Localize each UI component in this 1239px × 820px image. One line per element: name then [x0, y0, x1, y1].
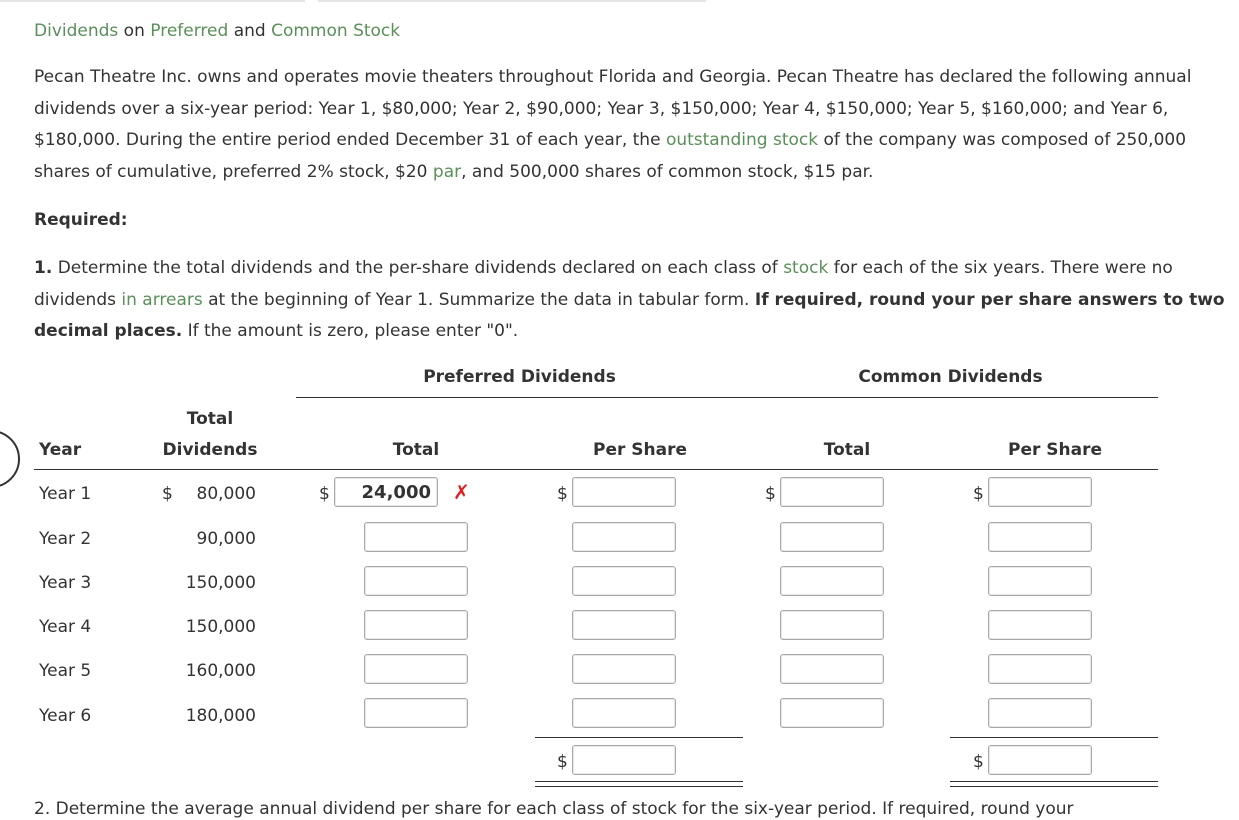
header-common-total: Total: [823, 440, 871, 460]
common-per-share-input-year-1[interactable]: [988, 477, 1092, 507]
row-total-dividends: 80,000: [196, 484, 256, 504]
common-total-input-year-2[interactable]: [780, 522, 884, 552]
preferred-total-input-year-3[interactable]: [364, 566, 468, 596]
intro-text: , and 500,000 shares of common stock, $15 par.: [461, 161, 874, 182]
common-per-share-input-year-5[interactable]: [988, 654, 1092, 684]
preferred-per-share-total-input[interactable]: [572, 745, 676, 775]
header-common-dividends: Common Dividends: [858, 367, 1043, 387]
link-in-arrears[interactable]: in arrears: [121, 289, 203, 310]
preferred-double-rule: [535, 781, 743, 787]
preferred-per-share-input-year-2[interactable]: [572, 522, 676, 552]
row-total-dividends: 150,000: [185, 573, 256, 593]
column-header-rule: [34, 469, 1158, 470]
row-total-dividends: 180,000: [185, 706, 256, 726]
question-number: 1.: [34, 258, 53, 278]
currency-symbol: $: [319, 484, 330, 504]
incorrect-x-icon: ✗: [453, 480, 470, 504]
intro-paragraph: [34, 62, 1234, 188]
common-total-input-year-4[interactable]: [780, 610, 884, 640]
common-sum-rule: [950, 737, 1158, 738]
question-text: for each of the six years. There were no dividends: [34, 258, 1173, 310]
page-title: [34, 19, 400, 43]
currency-symbol: $: [162, 484, 173, 504]
currency-symbol: $: [765, 484, 776, 504]
intro-text: of the company was composed of 250,000 shares of cumulative, preferred 2% stock, $20: [34, 130, 1187, 182]
currency-symbol: $: [973, 752, 984, 772]
preferred-total-input-year-1[interactable]: [334, 477, 438, 507]
row-total-dividends: 90,000: [196, 529, 256, 549]
preferred-per-share-input-year-4[interactable]: [572, 610, 676, 640]
header-preferred-per-share: Per Share: [592, 440, 688, 460]
title-text: and: [228, 21, 272, 41]
question-text: at the beginning of Year 1. Summarize the data in tabular form.: [202, 289, 755, 310]
header-year: Year: [39, 440, 82, 460]
link-dividends[interactable]: Dividends: [34, 21, 119, 41]
header-total-dividends-line2: Dividends: [162, 440, 258, 460]
preferred-total-input-year-5[interactable]: [364, 654, 468, 684]
common-total-input-year-6[interactable]: [780, 698, 884, 728]
rounding-instruction: If required, round your per share answers to two decimal places.: [34, 289, 1225, 341]
row-year: Year 4: [39, 617, 92, 637]
question-2-partial: 2. Determine the average annual dividend per share for each class of stock for the six-year period. If required, round your: [34, 799, 1074, 819]
row-year: Year 6: [39, 706, 92, 726]
currency-symbol: $: [557, 752, 568, 772]
row-year: Year 1: [39, 484, 92, 504]
preferred-total-input-year-6[interactable]: [364, 698, 468, 728]
link-common-stock[interactable]: Common Stock: [271, 21, 401, 41]
common-per-share-input-year-2[interactable]: [988, 522, 1092, 552]
required-label: Required:: [34, 210, 128, 230]
row-year: Year 5: [39, 661, 92, 681]
preferred-sum-rule: [535, 737, 743, 738]
row-total-dividends: 160,000: [185, 661, 256, 681]
common-double-rule: [950, 781, 1158, 787]
common-per-share-input-year-3[interactable]: [988, 566, 1092, 596]
common-total-input-year-3[interactable]: [780, 566, 884, 596]
side-circle-icon: [0, 430, 20, 488]
currency-symbol: $: [557, 484, 568, 504]
common-per-share-input-year-4[interactable]: [988, 610, 1092, 640]
link-stock[interactable]: stock: [783, 258, 829, 278]
link-preferred[interactable]: Preferred: [150, 21, 229, 41]
top-divider: [0, 0, 1239, 3]
row-year: Year 2: [39, 529, 92, 549]
currency-symbol: $: [973, 484, 984, 504]
preferred-per-share-input-year-5[interactable]: [572, 654, 676, 684]
intro-text: Pecan Theatre Inc. owns and operates movie theaters throughout Florida and Georgia. Pecan Theatre has declared the following annual dividends over a six-year period: Year 1, $80,000; Year 2, $90,000; Year 3, $150,000; Year 4, $150,000; Year 5, $160,000; and Year 6, $180,000. During the entire period ended December 31 of each year, the: [34, 67, 1192, 150]
common-total-input-year-1[interactable]: [780, 477, 884, 507]
question-text: If the amount is zero, please enter "0".: [182, 321, 519, 341]
preferred-per-share-input-year-1[interactable]: [572, 477, 676, 507]
row-total-dividends: 150,000: [185, 617, 256, 637]
common-per-share-input-year-6[interactable]: [988, 698, 1092, 728]
header-preferred-total: Total: [392, 440, 440, 460]
row-year: Year 3: [39, 573, 92, 593]
preferred-per-share-input-year-6[interactable]: [572, 698, 676, 728]
preferred-total-input-year-4[interactable]: [364, 610, 468, 640]
group-header-rule: [296, 397, 1158, 398]
header-total-dividends-line1: Total: [186, 409, 234, 429]
link-par[interactable]: par: [432, 161, 462, 182]
link-outstanding-stock[interactable]: outstanding stock: [665, 130, 819, 150]
header-common-per-share: Per Share: [1007, 440, 1103, 460]
header-preferred-dividends: Preferred Dividends: [423, 367, 616, 387]
preferred-per-share-input-year-3[interactable]: [572, 566, 676, 596]
preferred-total-input-year-2[interactable]: [364, 522, 468, 552]
question-text: Determine the total dividends and the per-share dividends declared on each class of: [52, 258, 784, 278]
title-text: on: [118, 21, 151, 41]
common-total-input-year-5[interactable]: [780, 654, 884, 684]
question-1: [34, 253, 1234, 348]
common-per-share-total-input[interactable]: [988, 745, 1092, 775]
